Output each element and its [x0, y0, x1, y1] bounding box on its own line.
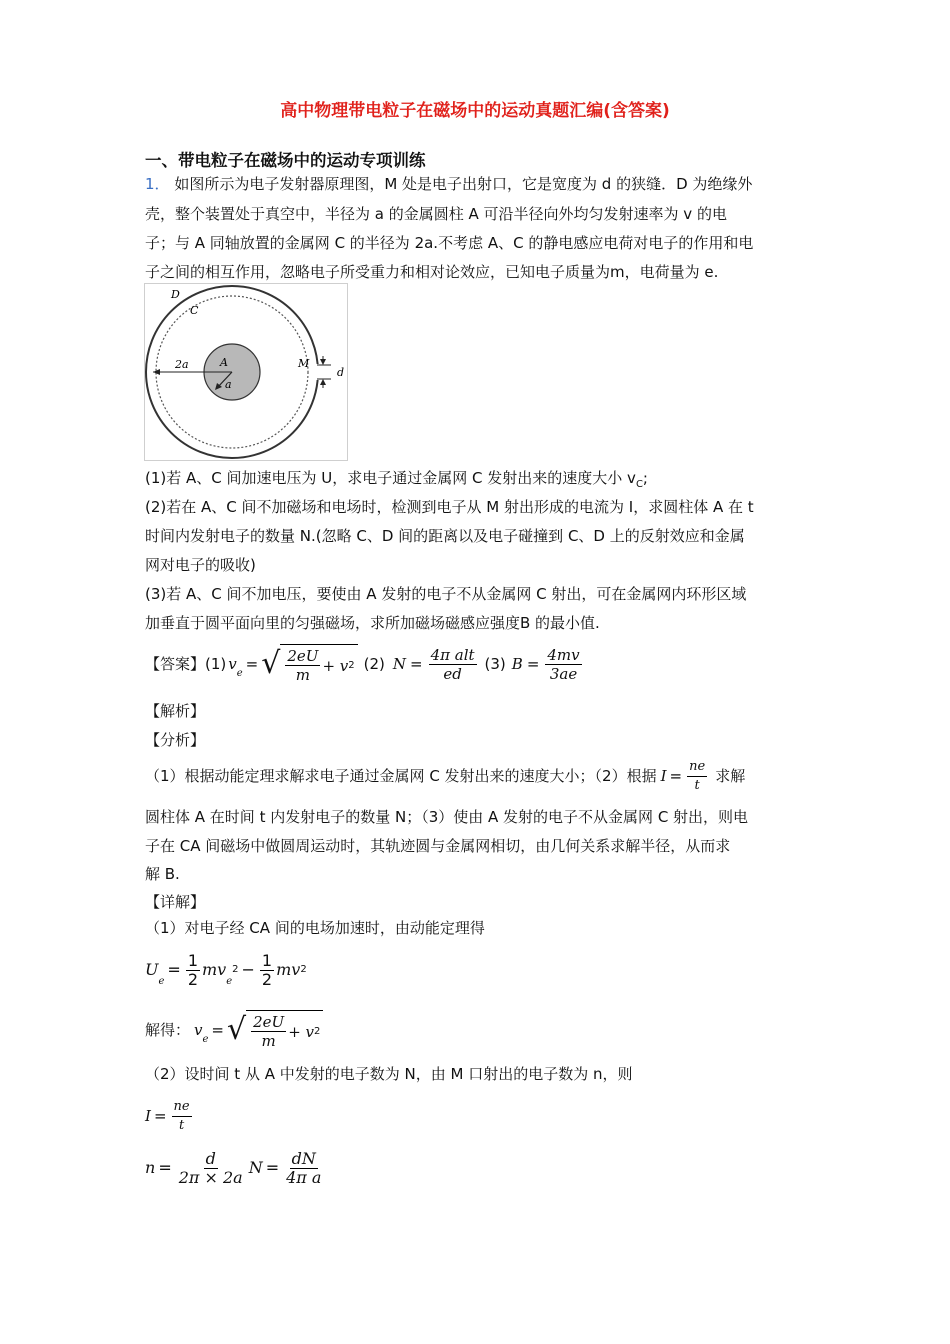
answer-3-fraction: $\frac{4mv}{3ae}$ [547, 645, 580, 683]
document-title: 高中物理带电粒子在磁场中的运动真题汇编(含答案) [280, 101, 670, 121]
label-m-slit: M [298, 357, 310, 370]
electron-emitter-diagram [144, 283, 348, 461]
label-a-radius: a [225, 378, 232, 391]
analysis-line-1: （1）根据动能定理求解求电子通过金属网 C 发射出来的速度大小；（2）根据 I = $\frac{ne}{t}$ 求解 [145, 758, 746, 793]
label-d-width: d [337, 366, 345, 379]
label-d-shell: D [171, 288, 180, 301]
label-2a: 2a [175, 358, 189, 371]
current-equation: I = $\frac{ne}{t}$ [145, 1098, 190, 1133]
jiexi-label: 【解析】 [145, 702, 206, 720]
answer-2-fraction: $\frac{\text{4π alt}}{ed}$ [430, 645, 475, 683]
answer-label: 【答案】 [145, 655, 206, 673]
question-3-line-2: 加垂直于圆平面向里的匀强磁场，求所加磁场磁感应强度B 的最小值. [145, 614, 600, 632]
question-2-line-3: 网对电子的吸收) [145, 556, 256, 574]
problem-line-1: 1． 如图所示为电子发射器原理图，M 处是电子出射口，它是宽度为 d 的狭缝．D 为绝缘外 [145, 175, 753, 193]
question-1: (1)若 A、C 间加速电压为 U，求电子通过金属网 C 发射出来的速度大小 $v_C$; [145, 469, 648, 490]
section-heading: 一、带电粒子在磁场中的运动专项训练 [145, 151, 426, 170]
answer-1-sqrt: √ $\frac{2eU}{m}$ + v 2 [261, 644, 357, 684]
detail-step-1: （1）对电子经 CA 间的电场加速时，由动能定理得 [145, 919, 485, 937]
fenxi-label: 【分析】 [145, 731, 206, 749]
analysis-line-2: 圆柱体 A 在时间 t 内发射电子的数量 N；（3）使由 A 发射的电子不从金属网 C 射出，则电 [145, 808, 749, 826]
question-3-line-1: (3)若 A、C 间不加电压，要使由 A 发射的电子不从金属网 C 射出，可在金属网内环形区域 [145, 585, 747, 603]
analysis-line-3: 子在 CA 间磁场中做圆周运动时，其轨迹圆与金属网相切，由几何关系求解半径，从而求 [145, 837, 731, 855]
problem-line-3: 子；与 A 同轴放置的金属网 C 的半径为 2a.不考虑 A、C 的静电感应电荷对电子的作用和电 [145, 234, 754, 252]
label-c-mesh: C [190, 304, 199, 317]
detail-step-2: （2）设时间 t 从 A 中发射的电子数为 N，由 M 口射出的电子数为 n，则 [145, 1065, 633, 1083]
analysis-line-4: 解 B. [145, 865, 180, 883]
problem-number: 1． [145, 175, 170, 193]
answer-row: 【答案】 (1) v $_e$ = √ $\frac{2eU}{m}$ + v 2 (2) N = $\frac{\text{4π alt}}{ed}$ (3) B = $\frac{4mv}{3ae}$ [145, 645, 580, 684]
question-2-line-2: 时间内发射电子的数量 N.(忽略 C、D 间的距离以及电子碰撞到 C、D 上的反射效应和金属 [145, 527, 745, 545]
analysis-current-fraction: $\frac{ne}{t}$ [689, 758, 706, 793]
solution-velocity: 解得： v $_e$ = √ $\frac{2eU}{m}$ + v 2 [145, 1004, 323, 1056]
problem-line-4: 子之间的相互作用，忽略电子所受重力和相对论效应，已知电子质量为m，电荷量为 e. [145, 263, 719, 281]
label-a-cylinder: A [220, 356, 228, 369]
energy-equation: U $_e$ = $\frac{1}{2}$ mv $_e$ $^2$ − $\frac{1}{2}$ mv 2 [145, 950, 307, 989]
count-equation: n = $\frac{d}{2\pi \times 2a}$ N = $\frac{dN}{\text{4π a}}$ [145, 1148, 322, 1187]
xiangjie-label: 【详解】 [145, 893, 206, 911]
question-2-line-1: (2)若在 A、C 间不加磁场和电场时，检测到电子从 M 射出形成的电流为 I，求圆柱体 A 在 t [145, 498, 754, 516]
problem-line-2: 壳，整个装置处于真空中，半径为 a 的金属圆柱 A 可沿半径向外均匀发射速率为 v 的电 [145, 205, 727, 223]
